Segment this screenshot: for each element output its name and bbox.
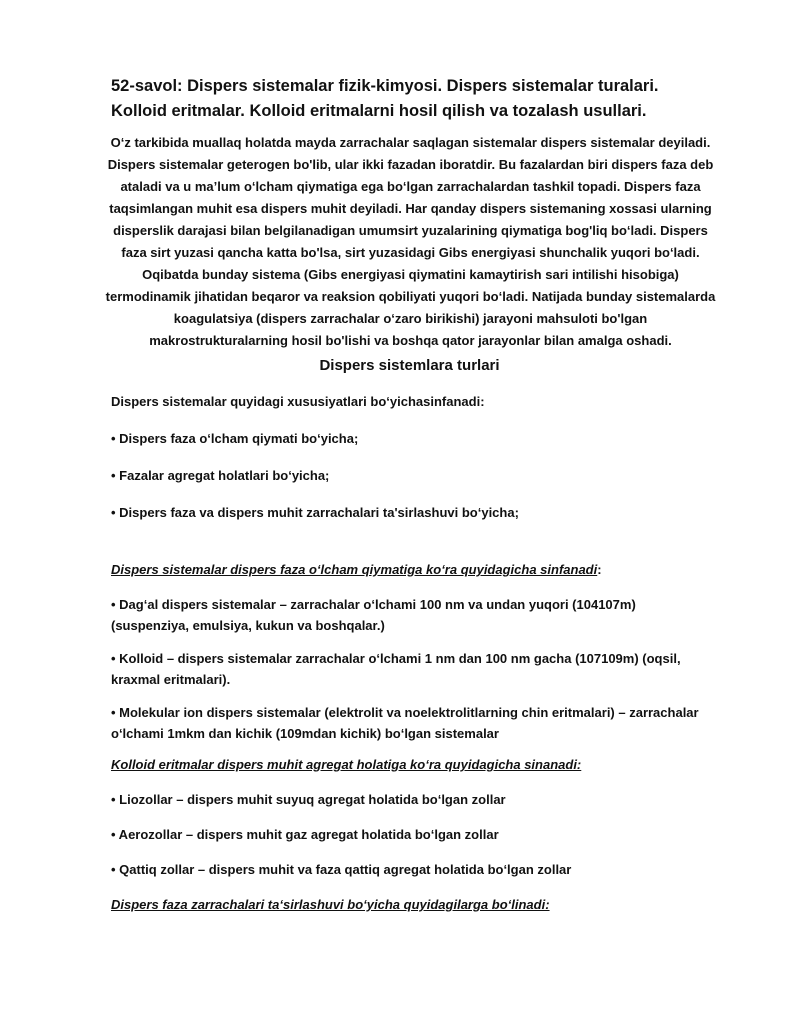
size-heading-colon: : [597, 562, 602, 577]
section-heading: Dispers sistemlara turlari [319, 357, 500, 374]
criteria-item: • Fazalar agregat holatlari bo‘yicha; [111, 468, 330, 483]
question-title: 52-savol: Dispers sistemalar fizik-kimyosi. Dispers sistemalar turalari. Kolloid eritmalar. Kolloid eritmalarni hosil qilish va tozalash usullari. [111, 77, 659, 120]
criteria-item: • Dispers faza va dispers muhit zarrachalari ta'sirlashuvi bo‘yicha; [111, 505, 519, 520]
colloid-item: • Liozollar – dispers muhit suyuq agregat holatida bo‘lgan zollar [111, 792, 506, 807]
intro-paragraph: O‘z tarkibida muallaq holatda mayda zarrachalar saqlagan sistemalar dispers sistemalar deyiladi. Dispers sistemalar geterogen bo'lib, ular ikki fazadan iboratdir. Bu fazalardan biri dispers faza deb ataladi va u ma’lum o‘lcham qiymatiga ega bo‘lgan zarrachalardan tashkil topadi. Dispers faza taqsimlangan muhit esa dispers muhit deyiladi. Har qanday dispers sistemaning xossasi ularning disperslik darajasi bilan belgilanadigan umumsirt yuzalarining qiymatiga bog'liq bo‘ladi. Dispers faza sirt yuzasi qancha katta bo'lsa, sirt yuzasidagi Gibs energiyasi shunchalik yuqori bo‘ladi. Oqibatda bunday sistema (Gibs energiyasi qiymatini kamaytirish sari intilishi hisobiga) termodinamik jihatidan beqaror va reaksion qobiliyati yuqori bo‘ladi. Natijada bunday sistemalarda koagulatsiya (dispers zarrachalar o‘zaro birikishi) jarayoni mahsuloti bo'lgan makrostrukturalarning hosil bo'lishi va boshqa qator jarayonlar bilan amalga oshadi. [105, 135, 716, 348]
interaction-classification-heading [111, 894, 708, 915]
colloid-item: • Aerozollar – dispers muhit gaz agregat holatida bo‘lgan zollar [111, 827, 499, 842]
colloid-heading-text: Kolloid eritmalar dispers muhit agregat holatiga ko‘ra quyidagicha sinanadi: [111, 757, 582, 772]
size-item: • Kolloid – dispers sistemalar zarrachalar o‘lchami 1 nm dan 100 nm gacha (107109m) (oqsil, kraxmal eritmalari). [111, 651, 681, 687]
colloid-item: • Qattiq zollar – dispers muhit va faza qattiq agregat holatida bo‘lgan zollar [111, 862, 572, 877]
size-item: • Molekular ion dispers sistemalar (elektrolit va noelektrolitlarning chin eritmalari) – zarrachalar o‘lchami 1mkm dan kichik (109mdan kichik) bo‘lgan sistemalar [111, 705, 699, 741]
size-item: • Dag‘al dispers sistemalar – zarrachalar o‘lchami 100 nm va undan yuqori (104107m) (suspenziya, emulsiya, kukun va boshqalar.) [111, 597, 636, 633]
size-classification-heading [111, 559, 708, 580]
classification-intro: Dispers sistemalar quyidagi xususiyatlari bo‘yichasinfanadi: [111, 394, 485, 409]
colloid-classification-heading [111, 754, 708, 775]
interaction-heading-text: Dispers faza zarrachalari ta‘sirlashuvi bo‘yicha quyidagilarga bo‘linadi: [111, 897, 550, 912]
size-heading-text: Dispers sistemalar dispers faza o‘lcham qiymatiga ko‘ra quyidagicha sinfanadi [111, 562, 598, 577]
criteria-item: • Dispers faza o‘lcham qiymati bo‘yicha; [111, 431, 359, 446]
